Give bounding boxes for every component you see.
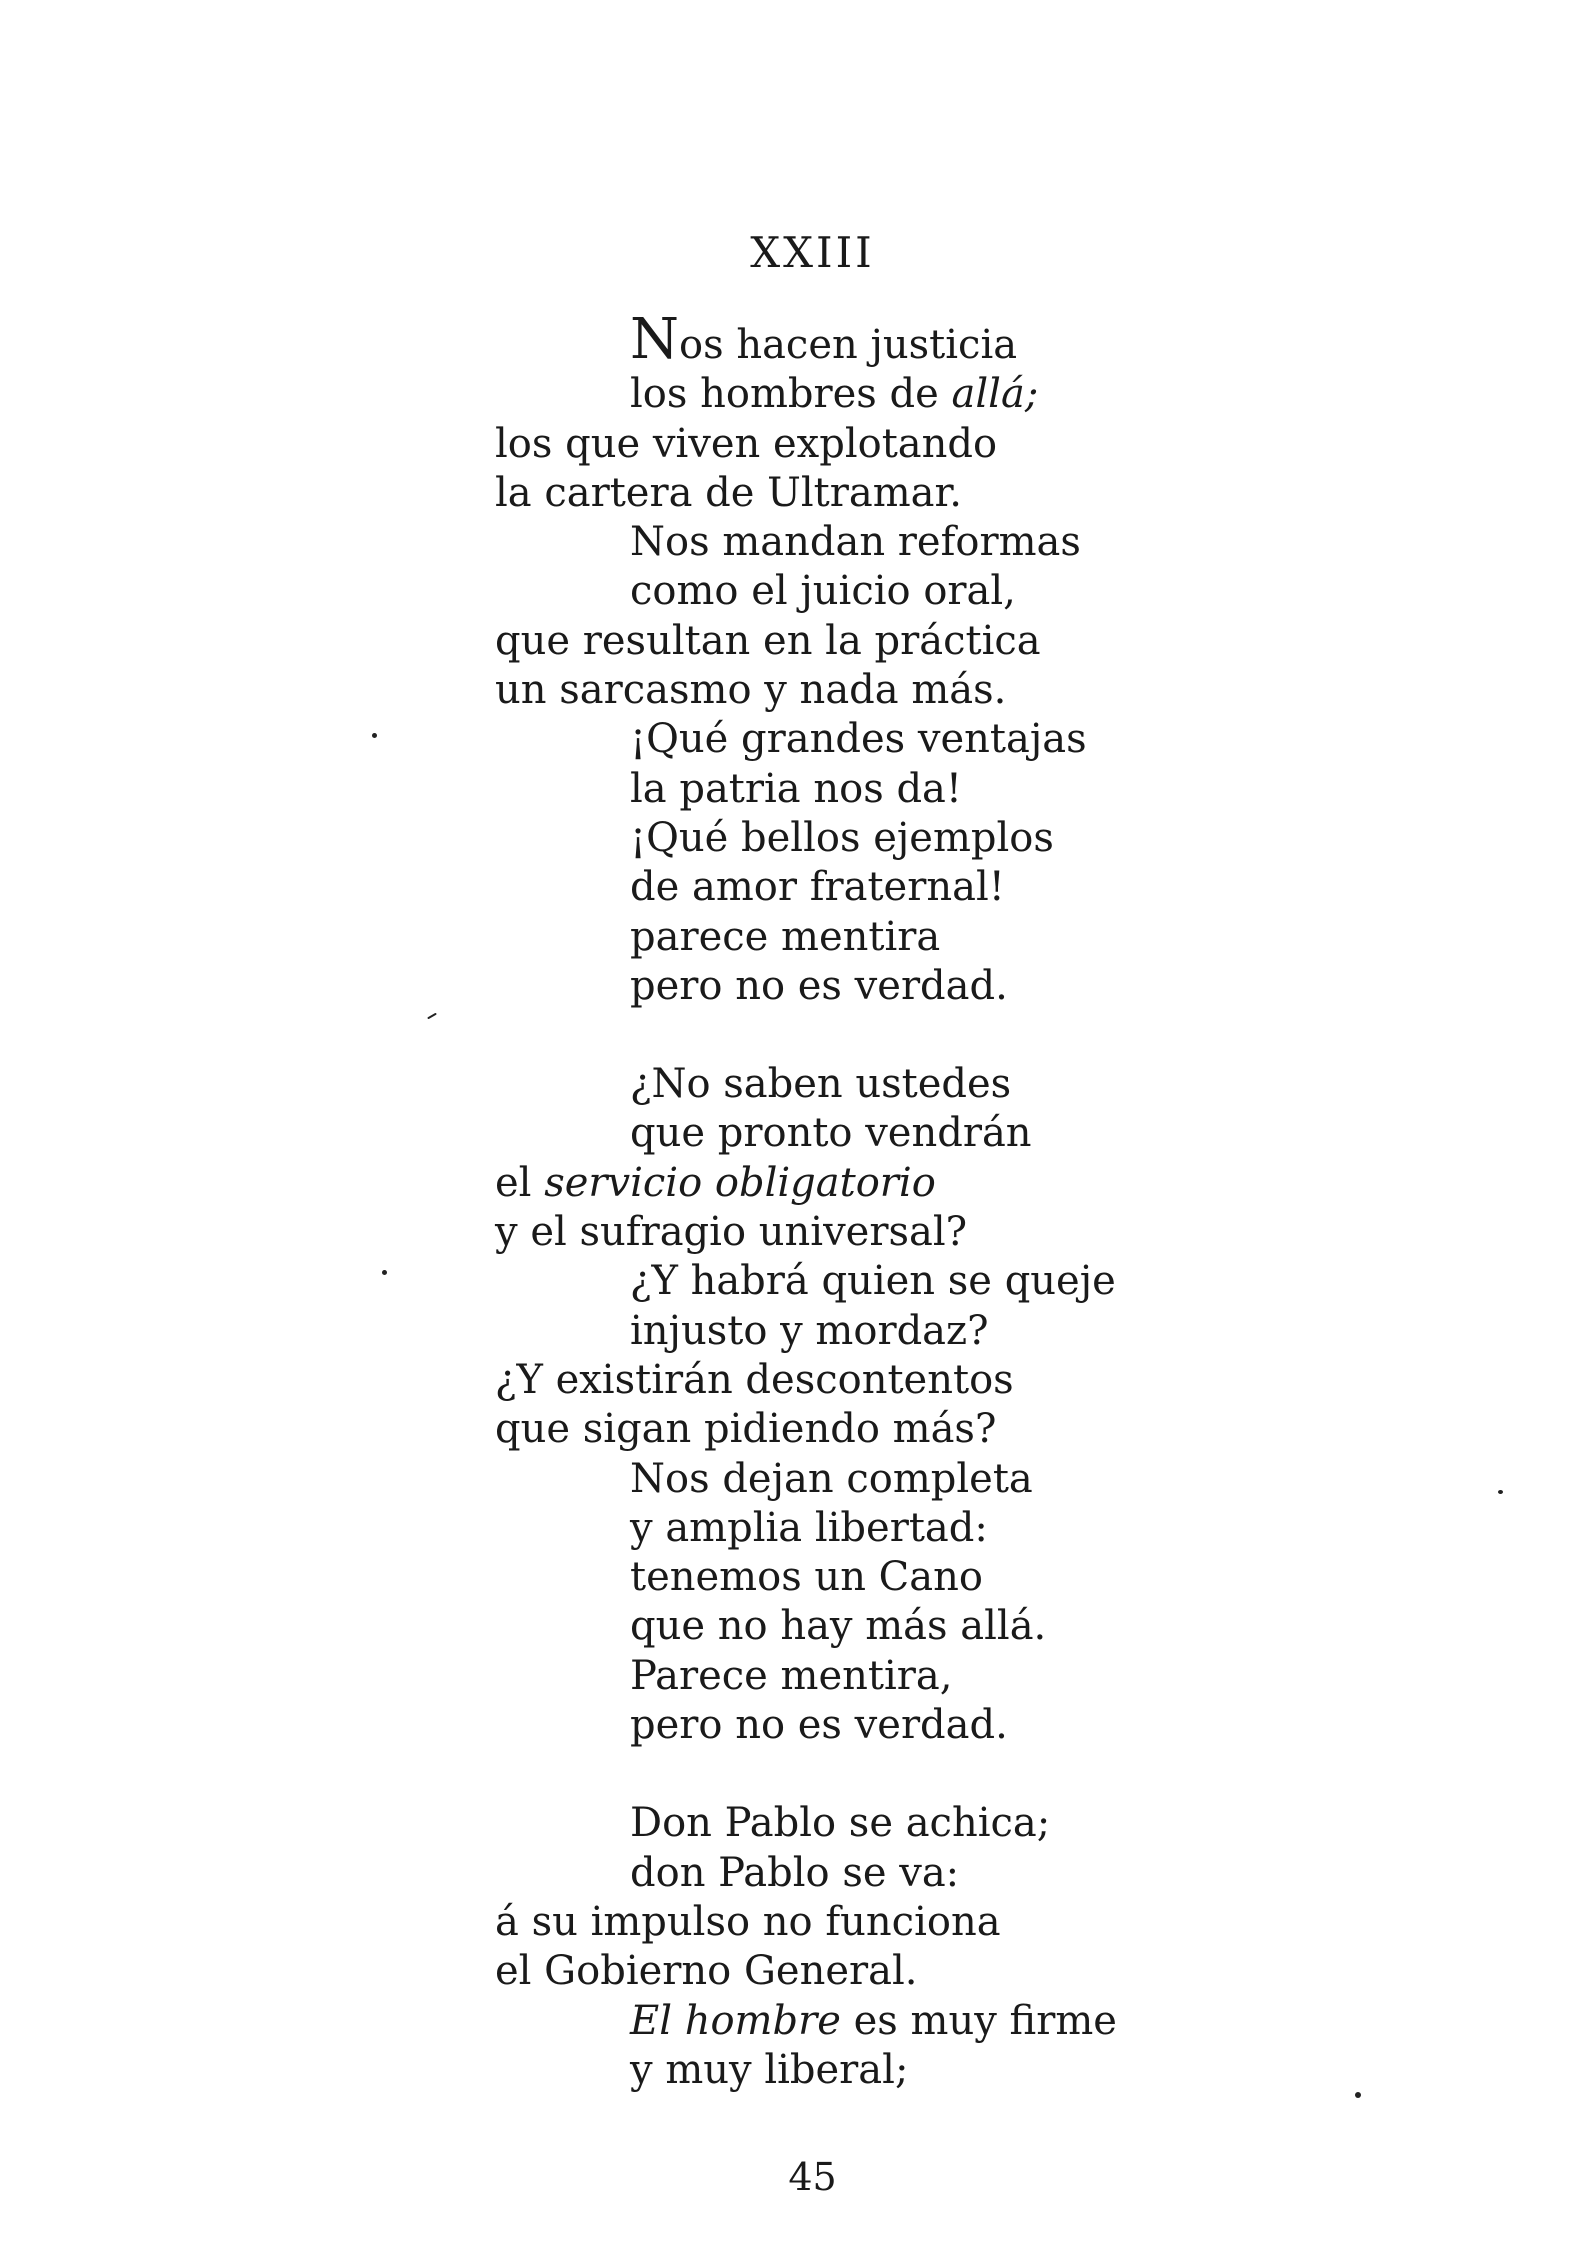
poem-line [495, 518, 1395, 567]
line-text: Don Pablo se achica; [630, 1800, 1051, 1847]
poem-line [495, 1109, 1395, 1158]
poem-line [495, 1997, 1395, 2046]
poem-line [495, 1455, 1395, 1504]
poem-line [495, 567, 1395, 616]
line-text: ¿No saben ustedes [630, 1061, 1012, 1108]
line-text: Nos dejan completa [630, 1455, 1033, 1502]
poem-stanza [495, 1060, 1395, 1750]
page-number: 45 [788, 2155, 837, 2199]
poem-line [495, 370, 1395, 419]
poem-line [495, 1307, 1395, 1356]
poem-line [495, 715, 1395, 764]
poem-line [495, 1159, 1395, 1208]
drop-cap: N [630, 307, 679, 372]
line-text: que no hay más allá. [630, 1603, 1047, 1650]
poem-line [495, 1799, 1395, 1848]
line-text: ¿Y habrá quien se queje [630, 1258, 1116, 1305]
poem-line [495, 913, 1395, 962]
line-text: ¿Y existirán descontentos [495, 1356, 1014, 1403]
line-text: que pronto vendrán [630, 1110, 1032, 1157]
line-text: á su impulso no funciona [495, 1898, 1001, 1945]
poem-line [495, 765, 1395, 814]
line-text: y amplia libertad: [630, 1504, 988, 1551]
ink-speck [372, 733, 377, 738]
line-text: un sarcasmo y nada más. [495, 667, 1007, 714]
line-text: los que viven explotando [495, 420, 998, 467]
poem-line [495, 1356, 1395, 1405]
line-text: os hacen justicia [679, 322, 1018, 368]
poem-line [495, 1208, 1395, 1257]
line-text: ¡Qué grandes ventajas [630, 716, 1087, 763]
poem-line [495, 1060, 1395, 1109]
line-text: don Pablo se va: [630, 1849, 960, 1896]
poem-line [495, 1849, 1395, 1898]
ink-speck [1355, 2092, 1361, 2098]
poem-stanza [495, 1799, 1395, 2095]
poem-line [495, 1405, 1395, 1454]
poem-line [495, 420, 1395, 469]
poem-line [495, 1652, 1395, 1701]
line-text: pero no es verdad. [630, 1702, 1008, 1749]
line-text: injusto y mordaz? [630, 1307, 989, 1354]
line-text: que sigan pidiendo más? [495, 1406, 997, 1453]
poem-line [495, 1602, 1395, 1651]
italic-text: servicio obligatorio [544, 1159, 936, 1206]
poem-line [495, 1701, 1395, 1750]
line-text: ¡Qué bellos ejemplos [630, 814, 1054, 861]
poem-line [495, 1553, 1395, 1602]
line-text: es muy firme [840, 1997, 1117, 2044]
italic-text: El hombre [630, 1997, 841, 2044]
line-text: los hombres de [630, 371, 952, 418]
line-text: pero no es verdad. [630, 962, 1008, 1009]
line-text: la patria nos da! [630, 765, 962, 812]
poem-line [495, 1257, 1395, 1306]
line-text: Nos mandan reformas [630, 519, 1081, 566]
italic-text: allá; [951, 371, 1039, 418]
line-text: tenemos un Cano [630, 1554, 983, 1601]
section-title: XXIII [750, 228, 875, 277]
poem-stanza [495, 307, 1395, 1011]
line-text: la cartera de Ultramar. [495, 469, 962, 516]
ink-speck [427, 1013, 437, 1020]
poem-line [495, 962, 1395, 1011]
poem-line [495, 814, 1395, 863]
poem-line [495, 863, 1395, 912]
line-text: como el juicio oral, [630, 568, 1016, 615]
poem-line [495, 617, 1395, 666]
line-text: y el sufragio universal? [495, 1209, 968, 1256]
line-text: y muy liberal; [630, 2046, 909, 2093]
poem-line [495, 1504, 1395, 1553]
poem-line [495, 469, 1395, 518]
poem-line [495, 1947, 1395, 1996]
line-text: parece mentira [630, 913, 941, 960]
poem-line [495, 1898, 1395, 1947]
poem-line [495, 307, 1395, 372]
line-text: el Gobierno General. [495, 1948, 918, 1995]
ink-speck [382, 1270, 387, 1275]
ink-speck [1498, 1490, 1503, 1494]
line-text: que resultan en la práctica [495, 617, 1041, 664]
line-text: Parece mentira, [630, 1652, 953, 1699]
poem-line [495, 666, 1395, 715]
line-text: el [495, 1159, 545, 1206]
poem-line [495, 2046, 1395, 2095]
poem-body [495, 307, 1395, 2095]
line-text: de amor fraternal! [630, 864, 1005, 911]
